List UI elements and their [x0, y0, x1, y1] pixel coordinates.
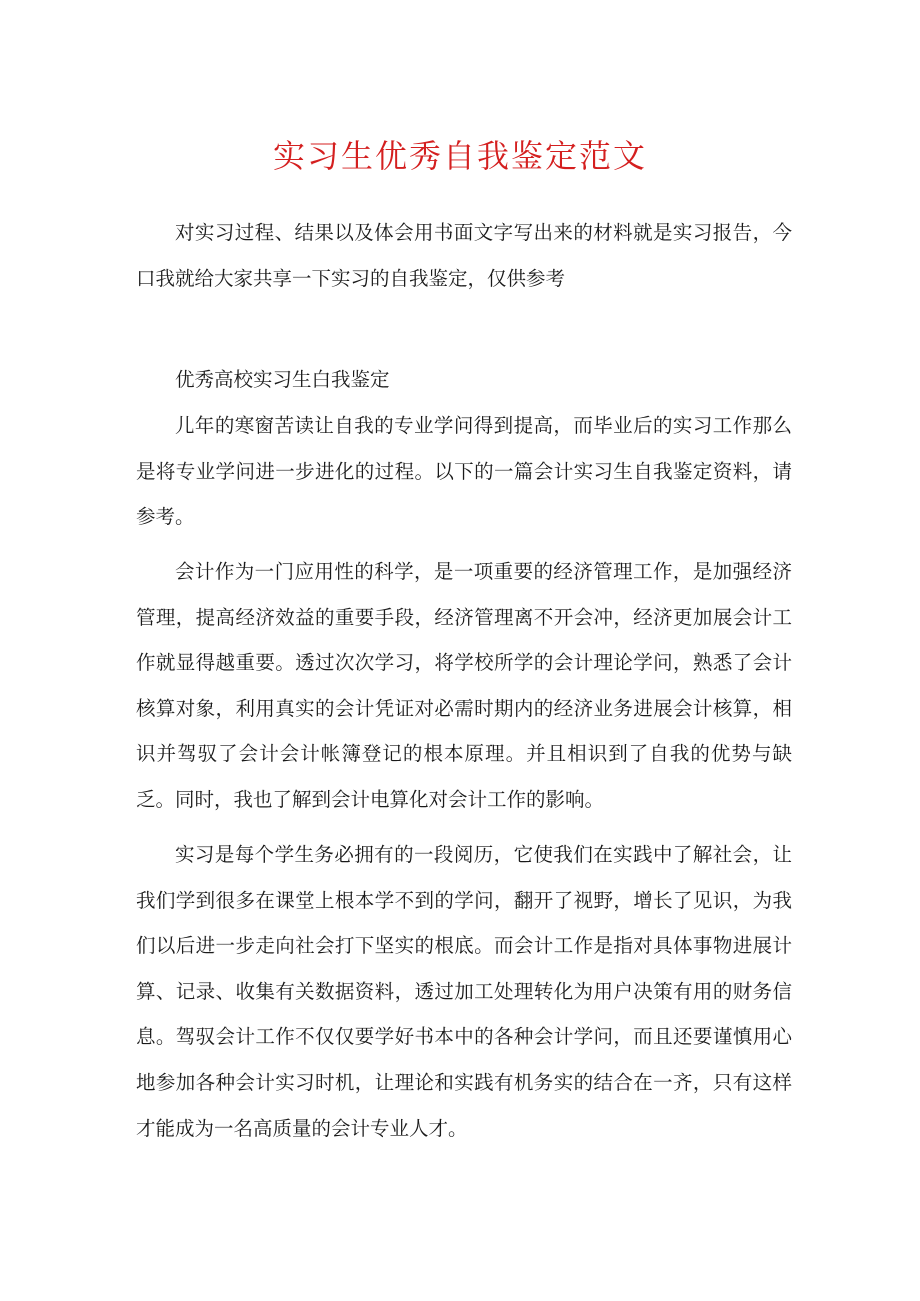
body-paragraph-2: 会计作为一门应用性的科学，是一项重要的经济管理工作，是加强经济管理，提高经济效益的重要手段，经济管理离不开会冲，经济更加展会计工作就显得越重要。透过次次学习，将学校所学的会计理论学问，熟悉了会计核算对象，利用真实的会计凭证对必需时期内的经济业务进展会计核算，相识并驾驭了会计会计帐簿登记的根本原理。并且相识到了自我的优势与缺乏。同时，我也了解到会计电算化对会计工作的影响。: [136, 560, 792, 811]
section-subtitle: 优秀高校实习生白我鉴定: [175, 368, 390, 391]
intro-paragraph: 对实习过程、结果以及体会用书面文字写出来的材料就是实习报告，今口我就给大家共享一下实习的自我鉴定，仅供参考: [136, 221, 792, 290]
body-paragraph-1: 儿年的寒窗苦读让自我的专业学问得到提高，而毕业后的实习工作那么是将专业学问进一步进化的过程。以下的一篇会计实习生自我鉴定资料，请参考。: [136, 414, 792, 529]
body-paragraph-3: 实习是每个学生务必拥有的一段阅历，它使我们在实践中了解社会，让我们学到很多在课堂上根本学不到的学问，翻开了视野，增长了见识，为我们以后进一步走向社会打下坚实的根底。而会计工作是指对具体事物进展计算、记录、收集有关数据资料，透过加工处理转化为用户决策有用的财务信息。驾驭会计工作不仅仅要学好书本中的各种会计学问，而且还要谨慎用心地参加各种会计实习时机，让理论和实践有机务实的结合在一齐，只有这样才能成为一名高质量的会计专业人才。: [136, 843, 792, 1140]
document-title: 实习生优秀自我鉴定范文: [272, 137, 647, 175]
